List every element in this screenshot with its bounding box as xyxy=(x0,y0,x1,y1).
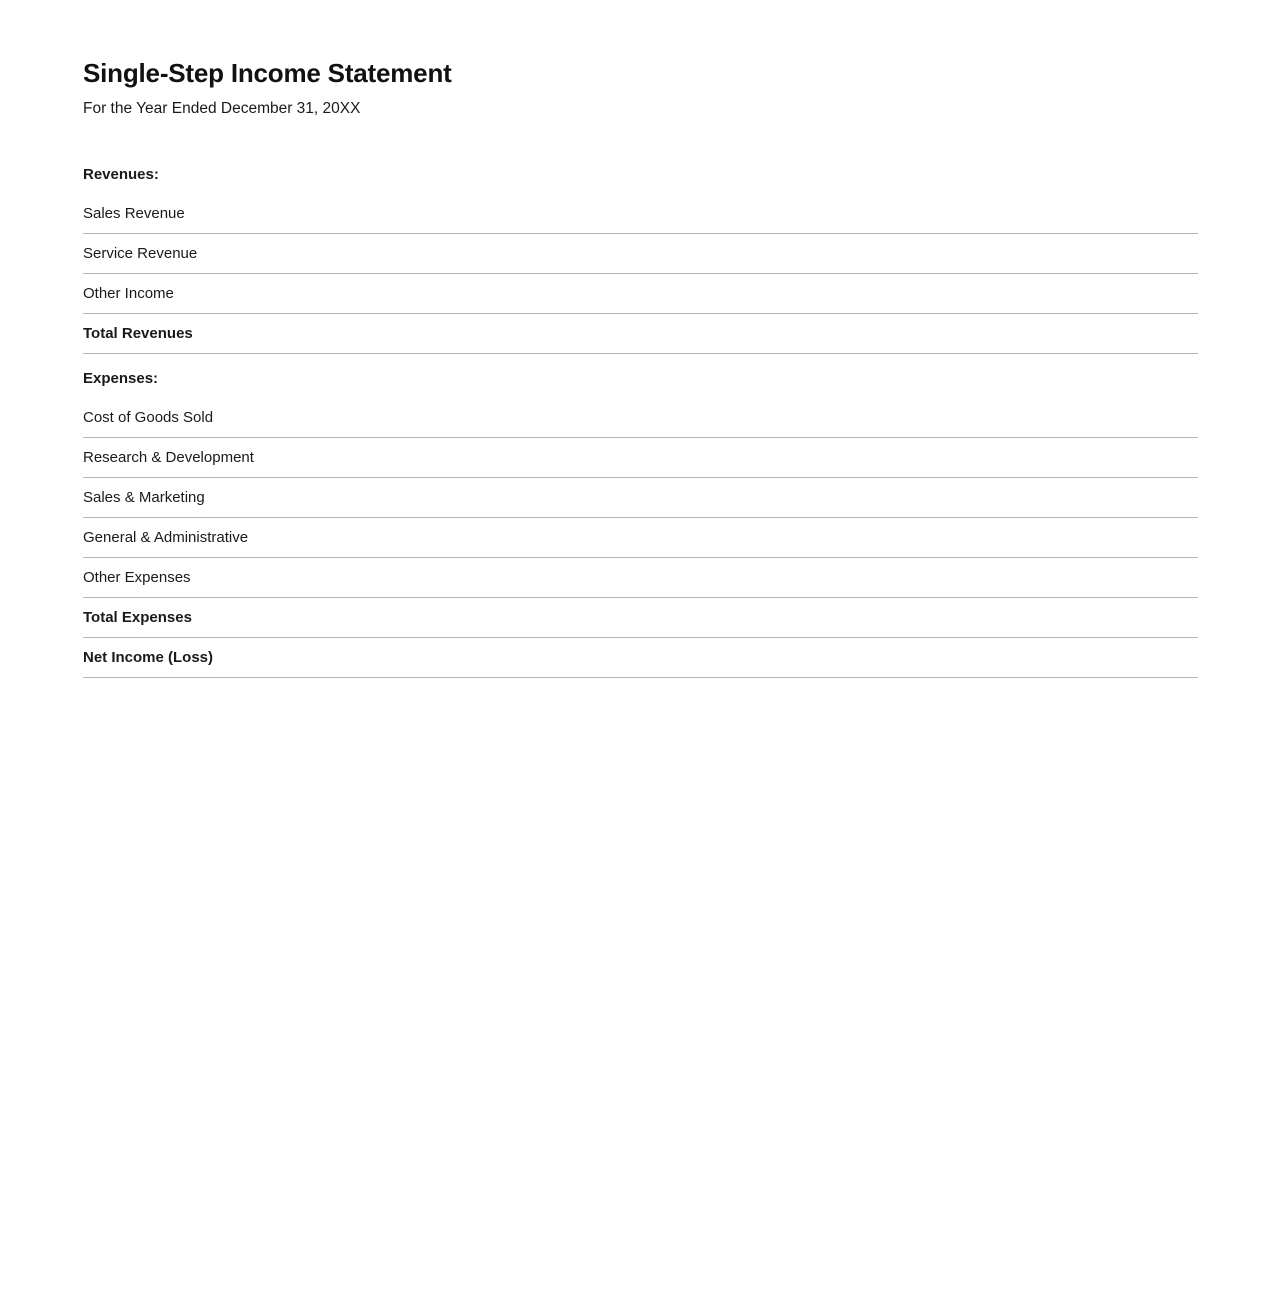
section-header-label: Revenues: xyxy=(83,166,159,183)
net-income-amount xyxy=(828,638,1198,678)
net-income-row xyxy=(83,638,1198,678)
total-amount xyxy=(828,314,1198,354)
total-amount xyxy=(828,598,1198,638)
line-item-label: Other Expenses xyxy=(83,558,828,598)
page-subtitle: For the Year Ended December 31, 20XX xyxy=(83,100,361,117)
table-row xyxy=(83,194,1198,234)
line-item-amount xyxy=(828,478,1198,518)
line-item-label: Sales & Marketing xyxy=(83,478,828,518)
line-item-label: Other Income xyxy=(83,274,828,314)
line-item-amount xyxy=(828,558,1198,598)
section-header-amount xyxy=(828,155,1198,194)
total-label: Total Revenues xyxy=(83,314,828,354)
section-header-amount xyxy=(828,354,1198,399)
table-row xyxy=(83,274,1198,314)
table-row xyxy=(83,234,1198,274)
line-item-amount xyxy=(828,518,1198,558)
table-row xyxy=(83,518,1198,558)
line-item-amount xyxy=(828,438,1198,478)
table-row xyxy=(83,478,1198,518)
line-item-label: General & Administrative xyxy=(83,518,828,558)
line-item-label: Research & Development xyxy=(83,438,828,478)
table-row xyxy=(83,558,1198,598)
section-header-expenses xyxy=(83,354,1198,399)
total-row-revenues xyxy=(83,314,1198,354)
line-item-label: Service Revenue xyxy=(83,234,828,274)
income-statement-document xyxy=(83,0,1198,678)
net-income-label: Net Income (Loss) xyxy=(83,638,828,678)
line-item-label: Cost of Goods Sold xyxy=(83,398,828,438)
income-statement-table xyxy=(83,155,1198,678)
line-item-amount xyxy=(828,274,1198,314)
section-header-label: Expenses: xyxy=(83,370,159,387)
table-row xyxy=(83,438,1198,478)
table-row xyxy=(83,398,1198,438)
total-row-expenses xyxy=(83,598,1198,638)
total-label: Total Expenses xyxy=(83,598,828,638)
section-header-revenues xyxy=(83,155,1198,194)
line-item-amount xyxy=(828,398,1198,438)
page-title: Single-Step Income Statement xyxy=(83,58,452,88)
line-item-amount xyxy=(828,234,1198,274)
line-item-label: Sales Revenue xyxy=(83,194,828,234)
line-item-amount xyxy=(828,194,1198,234)
